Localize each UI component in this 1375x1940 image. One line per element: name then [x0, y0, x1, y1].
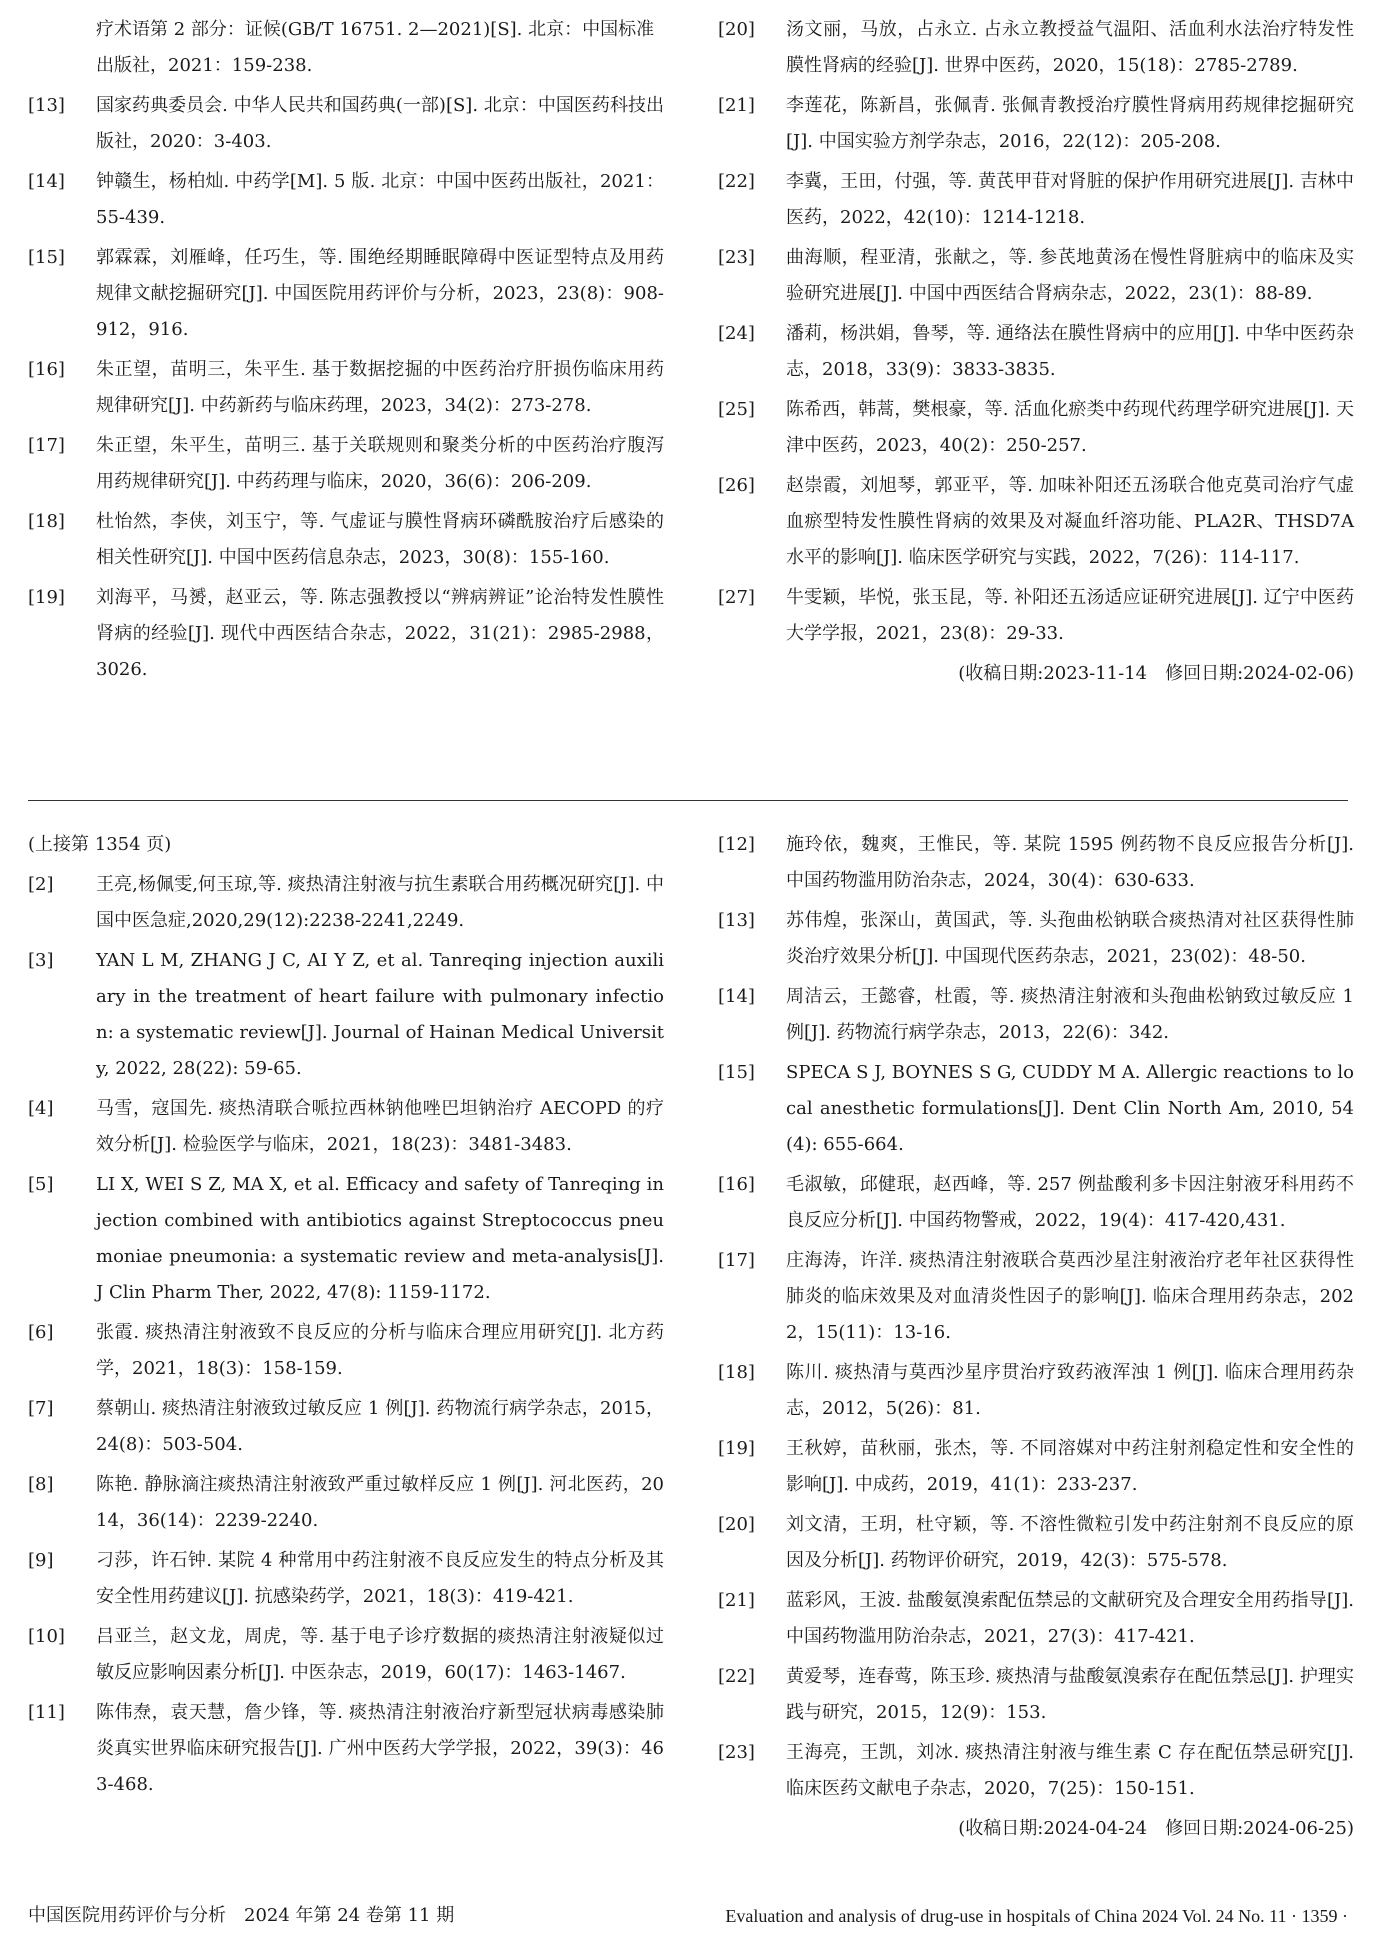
reference-item — [28, 240, 664, 348]
reference-number: [13] — [718, 910, 755, 931]
reference-item — [718, 827, 1354, 899]
reference-item — [28, 943, 664, 1087]
reference-text: LI X, WEI S Z, MA X, et al. Efficacy and safety of Tanreqing injection combined with antibiotics against Streptococcus pneumoniae pneumonia: a systematic review and meta-analysis[J]. J Clin Pharm Ther, 2022, 47(8): 1159-1172. — [96, 1174, 664, 1303]
reference-text: 张霞. 痰热清注射液致不良反应的分析与临床合理应用研究[J]. 北方药学，2021，18(3)：158-159. — [96, 1322, 664, 1379]
reference-number: [11] — [28, 1702, 65, 1723]
reference-number: [4] — [28, 1098, 54, 1119]
reference-item — [28, 1391, 664, 1463]
reference-number: [5] — [28, 1174, 54, 1195]
reference-text: 潘莉，杨洪娟，鲁琴，等. 通络法在膜性肾病中的应用[J]. 中华中医药杂志，2018，33(9)：3833-3835. — [786, 323, 1354, 380]
reference-number: [22] — [718, 1666, 755, 1687]
reference-text: 庄海涛，许洋. 痰热清注射液联合莫西沙星注射液治疗老年社区获得性肺炎的临床效果及对血清炎性因子的影响[J]. 临床合理用药杂志，2022，15(11)：13-16. — [786, 1250, 1354, 1343]
reference-number: [18] — [28, 511, 65, 532]
reference-item — [718, 979, 1354, 1051]
reference-number: [23] — [718, 1742, 755, 1763]
reference-text: 黄爱琴，连春莺，陈玉珍. 痰热清与盐酸氨溴索存在配伍禁忌[J]. 护理实践与研究，2015，12(9)：153. — [786, 1666, 1354, 1723]
bottom-left-column — [28, 827, 664, 1807]
reference-item — [718, 1583, 1354, 1655]
reference-text: YAN L M, ZHANG J C, AI Y Z, et al. Tanreqing injection auxiliary in the treatment of heart failure with pulmonary infection: a systematic review[J]. Journal of Hainan Medical University, 2022, 28(22): 59-65. — [96, 950, 664, 1079]
bottom-right-column — [718, 827, 1354, 1847]
reference-item — [718, 12, 1354, 84]
reference-item — [28, 164, 664, 236]
reference-text: 王海亮，王凯，刘冰. 痰热清注射液与维生素 C 存在配伍禁忌研究[J]. 临床医药文献电子杂志，2020，7(25)：150-151. — [786, 1742, 1354, 1799]
reference-text: 汤文丽，马放，占永立. 占永立教授益气温阳、活血利水法治疗特发性膜性肾病的经验[J]. 世界中医药，2020，15(18)：2785-2789. — [786, 19, 1354, 76]
reference-item — [718, 1735, 1354, 1807]
reference-list — [28, 88, 664, 688]
reference-item — [718, 1167, 1354, 1239]
reference-item — [718, 1243, 1354, 1351]
reference-number: [21] — [718, 95, 755, 116]
reference-number: [24] — [718, 323, 755, 344]
reference-item — [28, 1467, 664, 1539]
top-right-column — [718, 12, 1354, 692]
reference-number: [27] — [718, 587, 755, 608]
continued-from-note: (上接第 1354 页) — [28, 834, 172, 855]
reference-text: 李莲花，陈新昌，张佩青. 张佩青教授治疗膜性肾病用药规律挖掘研究[J]. 中国实验方剂学杂志，2016，22(12)：205-208. — [786, 95, 1354, 152]
reference-item — [718, 392, 1354, 464]
reference-number: [14] — [718, 986, 755, 1007]
reference-item — [718, 1431, 1354, 1503]
reference-text: 施玲依，魏爽，王惟民，等. 某院 1595 例药物不良反应报告分析[J]. 中国药物滥用防治杂志，2024，30(4)：630-633. — [786, 834, 1354, 891]
reference-text: 毛淑敏，邱健珉，赵西峰，等. 257 例盐酸利多卡因注射液牙科用药不良反应分析[J]. 中国药物警戒，2022，19(4)：417-420,431. — [786, 1174, 1354, 1231]
received-date: (收稿日期:2023-11-14 修回日期:2024-02-06) — [958, 663, 1354, 684]
reference-item — [28, 1543, 664, 1615]
reference-number: [6] — [28, 1322, 54, 1343]
reference-text: 钟赣生，杨柏灿. 中药学[M]. 5 版. 北京：中国中医药出版社，2021：55-439. — [96, 171, 664, 228]
reference-item — [718, 88, 1354, 160]
reference-text: 国家药典委员会. 中华人民共和国药典(一部)[S]. 北京：中国医药科技出版社，2020：3-403. — [96, 95, 664, 152]
reference-text: 吕亚兰，赵文龙，周虎，等. 基于电子诊疗数据的痰热清注射液疑似过敏反应影响因素分析[J]. 中医杂志，2019，60(17)：1463-1467. — [96, 1626, 664, 1683]
reference-item — [718, 240, 1354, 312]
article-references-bottom — [0, 815, 1375, 1875]
section-divider — [28, 800, 1348, 801]
reference-text: 郭霖霖，刘雁峰，任巧生，等. 围绝经期睡眠障碍中医证型特点及用药规律文献挖掘研究[J]. 中国医院用药评价与分析，2023，23(8)：908-912，916. — [96, 247, 664, 340]
journal-name-cn: 中国医院用药评价与分析 2024 年第 24 卷第 11 期 — [28, 1905, 455, 1926]
reference-text: 蔡朝山. 痰热清注射液致过敏反应 1 例[J]. 药物流行病学杂志，2015，24(8)：503-504. — [96, 1398, 664, 1455]
reference-item — [28, 88, 664, 160]
reference-number: [9] — [28, 1550, 54, 1571]
reference-number: [21] — [718, 1590, 755, 1611]
reference-list — [718, 12, 1354, 652]
reference-text: 马雪，寇国先. 痰热清联合哌拉西林钠他唑巴坦钠治疗 AECOPD 的疗效分析[J]. 检验医学与临床，2021，18(23)：3481-3483. — [96, 1098, 664, 1155]
reference-text: 王秋婷，苗秋丽，张杰，等. 不同溶媒对中药注射剂稳定性和安全性的影响[J]. 中成药，2019，41(1)：233-237. — [786, 1438, 1354, 1495]
reference-item — [28, 580, 664, 688]
reference-text: SPECA S J, BOYNES S G, CUDDY M A. Allergic reactions to local anesthetic formulations[J]. Dent Clin North Am, 2010, 54(4): 655-664. — [786, 1062, 1354, 1155]
reference-item — [718, 468, 1354, 576]
reference-number: [10] — [28, 1626, 65, 1647]
reference-text: 陈伟焘，袁天慧，詹少锋，等. 痰热清注射液治疗新型冠状病毒感染肺炎真实世界临床研究报告[J]. 广州中医药大学学报，2022，39(3)：463-468. — [96, 1702, 664, 1795]
reference-item — [28, 867, 664, 939]
reference-number: [19] — [718, 1438, 755, 1459]
reference-continuation: 疗术语第 2 部分：证候(GB/T 16751. 2—2021)[S]. 北京：中国标准出版社，2021：159-238. — [96, 19, 655, 76]
reference-text: 苏伟煌，张深山，黄国武，等. 头孢曲松钠联合痰热清对社区获得性肺炎治疗效果分析[J]. 中国现代医药杂志，2021，23(02)：48-50. — [786, 910, 1354, 967]
reference-item — [28, 504, 664, 576]
reference-text: 周洁云，王懿睿，杜霞，等. 痰热清注射液和头孢曲松钠致过敏反应 1 例[J]. 药物流行病学杂志，2013，22(6)：342. — [786, 986, 1354, 1043]
reference-number: [22] — [718, 171, 755, 192]
reference-item — [28, 1091, 664, 1163]
reference-number: [20] — [718, 19, 755, 40]
reference-item — [718, 1659, 1354, 1731]
reference-item — [718, 1507, 1354, 1579]
reference-number: [14] — [28, 171, 65, 192]
reference-text: 蓝彩风，王波. 盐酸氨溴索配伍禁忌的文献研究及合理安全用药指导[J]. 中国药物滥用防治杂志，2021，27(3)：417-421. — [786, 1590, 1354, 1647]
reference-text: 陈川. 痰热清与莫西沙星序贯治疗致药液浑浊 1 例[J]. 临床合理用药杂志，2012，5(26)：81. — [786, 1362, 1354, 1419]
reference-number: [25] — [718, 399, 755, 420]
reference-item — [718, 1355, 1354, 1427]
reference-number: [2] — [28, 874, 54, 895]
reference-item — [718, 903, 1354, 975]
reference-text: 陈希西，韩蒿，樊根豪，等. 活血化瘀类中药现代药理学研究进展[J]. 天津中医药，2023，40(2)：250-257. — [786, 399, 1354, 456]
reference-text: 刘海平，马赟，赵亚云，等. 陈志强教授以“辨病辨证”论治特发性膜性肾病的经验[J]. 现代中西医结合杂志，2022，31(21)：2985-2988，3026. — [96, 587, 664, 680]
reference-item — [718, 1055, 1354, 1163]
reference-text: 李冀，王田，付强，等. 黄芪甲苷对肾脏的保护作用研究进展[J]. 吉林中医药，2022，42(10)：1214-1218. — [786, 171, 1354, 228]
reference-number: [16] — [28, 359, 65, 380]
reference-number: [17] — [718, 1250, 755, 1271]
reference-text: 朱正望，苗明三，朱平生. 基于数据挖掘的中医药治疗肝损伤临床用药规律研究[J]. 中药新药与临床药理，2023，34(2)：273-278. — [96, 359, 664, 416]
reference-list — [28, 867, 664, 1803]
reference-number: [15] — [718, 1062, 755, 1083]
reference-number: [20] — [718, 1514, 755, 1535]
reference-number: [7] — [28, 1398, 54, 1419]
reference-item — [718, 164, 1354, 236]
reference-list — [718, 827, 1354, 1807]
reference-number: [13] — [28, 95, 65, 116]
reference-text: 刁莎，许石钟. 某院 4 种常用中药注射液不良反应发生的特点分析及其安全性用药建议[J]. 抗感染药学，2021，18(3)：419-421. — [96, 1550, 664, 1607]
reference-item — [28, 428, 664, 500]
reference-number: [26] — [718, 475, 755, 496]
reference-text: 王亮,杨佩雯,何玉琼,等. 痰热清注射液与抗生素联合用药概况研究[J]. 中国中医急症,2020,29(12):2238-2241,2249. — [96, 874, 664, 931]
reference-item — [718, 580, 1354, 652]
reference-text: 赵崇霞，刘旭琴，郭亚平，等. 加味补阳还五汤联合他克莫司治疗气虚血瘀型特发性膜性肾病的效果及对凝血纤溶功能、PLA2R、THSD7A 水平的影响[J]. 临床医学研究与实践，2022，7(26)：114-117. — [786, 475, 1354, 568]
reference-number: [16] — [718, 1174, 755, 1195]
page-footer — [28, 1898, 1348, 1934]
reference-number: [19] — [28, 587, 65, 608]
reference-item — [28, 1315, 664, 1387]
reference-number: [23] — [718, 247, 755, 268]
reference-item — [28, 1167, 664, 1311]
received-date: (收稿日期:2024-04-24 修回日期:2024-06-25) — [958, 1818, 1354, 1839]
reference-text: 刘文清，王玥，杜守颖，等. 不溶性微粒引发中药注射剂不良反应的原因及分析[J]. 药物评价研究，2019，42(3)：575-578. — [786, 1514, 1354, 1571]
reference-item — [28, 1695, 664, 1803]
reference-number: [18] — [718, 1362, 755, 1383]
reference-text: 曲海顺，程亚清，张献之，等. 参芪地黄汤在慢性肾脏病中的临床及实验研究进展[J]. 中国中西医结合肾病杂志，2022，23(1)：88-89. — [786, 247, 1354, 304]
reference-text: 牛雯颖，毕悦，张玉昆，等. 补阳还五汤适应证研究进展[J]. 辽宁中医药大学学报，2021，23(8)：29-33. — [786, 587, 1354, 644]
reference-number: [17] — [28, 435, 65, 456]
reference-item — [718, 316, 1354, 388]
reference-number: [8] — [28, 1474, 54, 1495]
journal-name-en: Evaluation and analysis of drug-use in hospitals of China 2024 Vol. 24 No. 11 · 1359 · — [725, 1906, 1348, 1926]
reference-text: 陈艳. 静脉滴注痰热清注射液致严重过敏样反应 1 例[J]. 河北医药，2014，36(14)：2239-2240. — [96, 1474, 664, 1531]
top-left-column — [28, 12, 664, 692]
reference-number: [12] — [718, 834, 755, 855]
reference-item — [28, 352, 664, 424]
reference-text: 杜怡然，李侠，刘玉宁，等. 气虚证与膜性肾病环磷酰胺治疗后感染的相关性研究[J]. 中国中医药信息杂志，2023，30(8)：155-160. — [96, 511, 664, 568]
reference-item — [28, 1619, 664, 1691]
reference-number: [3] — [28, 950, 54, 971]
article-references-top — [0, 0, 1375, 785]
reference-text: 朱正望，朱平生，苗明三. 基于关联规则和聚类分析的中医药治疗腹泻用药规律研究[J]. 中药药理与临床，2020，36(6)：206-209. — [96, 435, 664, 492]
reference-number: [15] — [28, 247, 65, 268]
